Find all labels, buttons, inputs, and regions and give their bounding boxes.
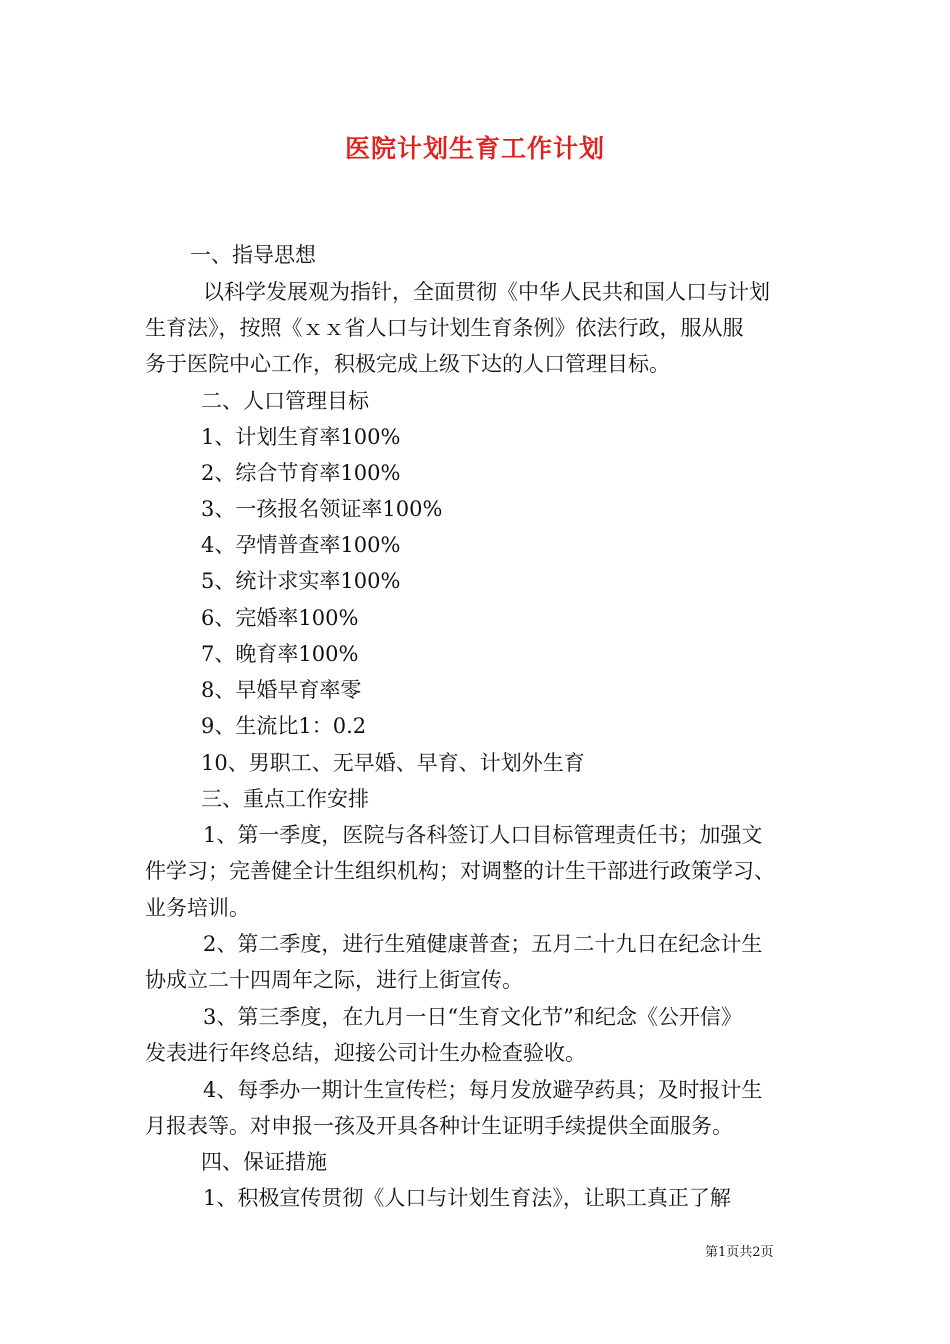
paragraph-line: 业务培训。 [145, 896, 250, 920]
paragraph-line: 发表进行年终总结，迎接公司计生办检查验收。 [145, 1041, 586, 1065]
list-item: 8、早婚早育率零 [201, 678, 362, 702]
list-item: 5、统计求实率100% [201, 569, 401, 593]
heading-guiding-ideology: 一、指导思想 [190, 243, 316, 267]
list-item: 10、男职工、无早婚、早育、计划外生育 [201, 751, 585, 775]
paragraph-line: 件学习；完善健全计生组织机构；对调整的计生干部进行政策学习、 [145, 859, 775, 883]
heading-key-work: 三、重点工作安排 [201, 787, 369, 811]
list-item: 1、计划生育率100% [201, 425, 401, 449]
paragraph-line: 3、第三季度，在九月一日“生育文化节”和纪念《公开信》 [203, 1005, 742, 1029]
paragraph-line: 1、积极宣传贯彻《人口与计划生育法》，让职工真正了解 [203, 1186, 731, 1210]
list-item: 3、一孩报名领证率100% [201, 497, 443, 521]
document-title: 医院计划生育工作计划 [344, 134, 605, 163]
page-number: 第1页共2页 [705, 1245, 774, 1260]
paragraph-line: 4、每季办一期计生宣传栏；每月发放避孕药具；及时报计生 [203, 1078, 763, 1102]
paragraph-line: 2、第二季度，进行生殖健康普查；五月二十九日在纪念计生 [203, 932, 763, 956]
paragraph-line: 生育法》，按照《ｘｘ省人口与计划生育条例》依法行政，服从服 [145, 316, 744, 340]
paragraph-line: 务于医院中心工作，积极完成上级下达的人口管理目标。 [145, 352, 670, 376]
paragraph-line: 1、第一季度，医院与各科签订人口目标管理责任书；加强文 [203, 823, 763, 847]
list-item: 4、孕情普查率100% [201, 533, 401, 557]
heading-population-targets: 二、人口管理目标 [201, 389, 369, 413]
paragraph-line: 协成立二十四周年之际，进行上街宣传。 [145, 968, 523, 992]
paragraph-line: 月报表等。对申报一孩及开具各种计生证明手续提供全面服务。 [145, 1114, 733, 1138]
heading-guarantee-measures: 四、保证措施 [201, 1150, 327, 1174]
list-item: 7、晚育率100% [201, 642, 359, 666]
list-item: 6、完婚率100% [201, 606, 359, 630]
paragraph-line: 以科学发展观为指针，全面贯彻《中华人民共和国人口与计划 [203, 280, 770, 304]
list-item: 9、生流比1：0.2 [201, 714, 367, 738]
list-item: 2、综合节育率100% [201, 461, 401, 485]
